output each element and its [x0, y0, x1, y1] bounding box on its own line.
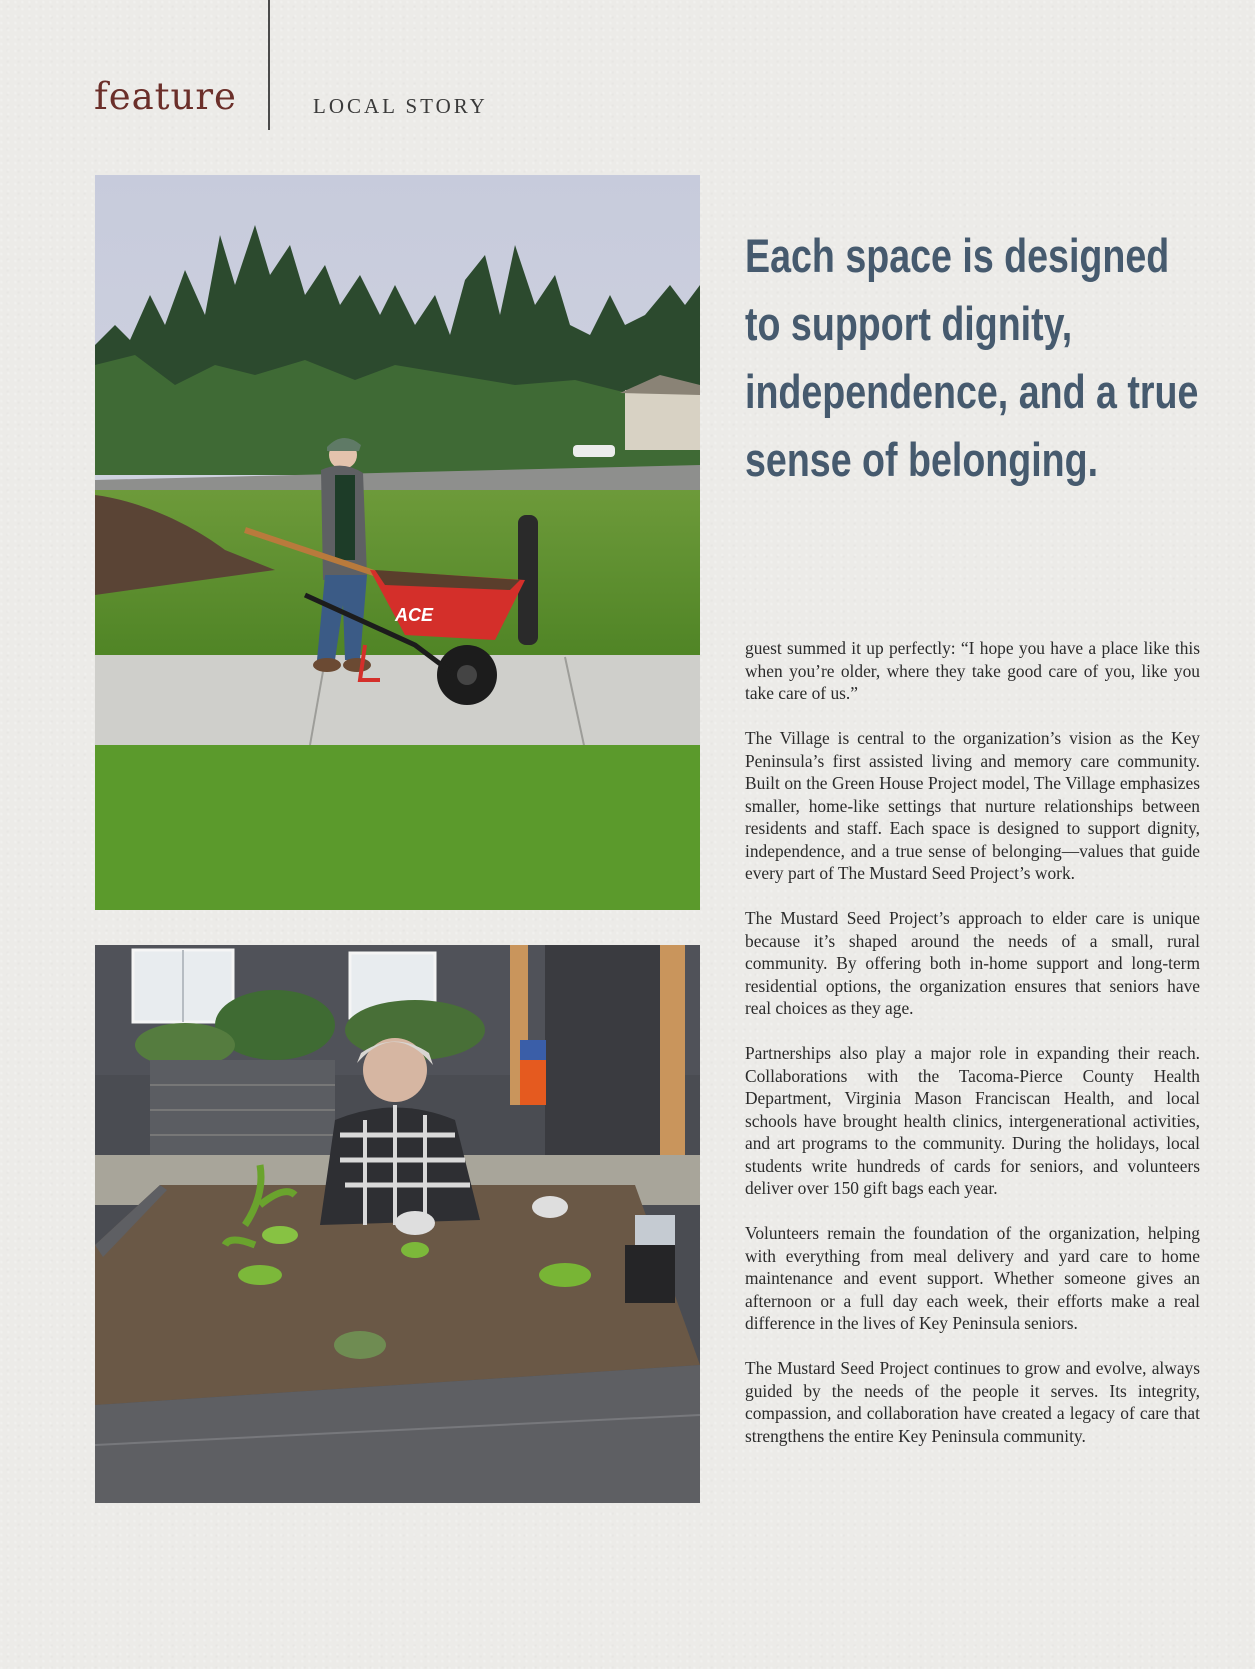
photo-wheelbarrow-illustration [95, 175, 700, 910]
photo-gardening [95, 945, 700, 1503]
photo-gardening-illustration [95, 945, 700, 1503]
article-paragraph: The Mustard Seed Project continues to grow and evolve, always guided by the needs of the people it serves. Its integrity, compassion, and collaboration have created a legacy of care that strengthens the entire Key Peninsula community. [745, 1358, 1200, 1446]
pull-quote-line: to support dignity, [745, 297, 1073, 350]
article-body [745, 637, 1200, 1470]
pull-quote-line: independence, and a true [745, 365, 1199, 418]
article-paragraph: The Village is central to the organization’s vision as the Key Peninsula’s first assisted living and memory care community. Built on the Green House Project model, The Village emphasizes smaller, home-like settings that nurture relationships between residents and staff. Each space is designed to support dignity, independence, and a true sense of belonging—values that guide every part of The Mustard Seed Project’s work. [745, 728, 1200, 883]
article-paragraph: guest summed it up perfectly: “I hope you have a place like this when you’re older, where they take good care of you, like you take care of us.” [745, 638, 1200, 703]
section-label: feature [94, 75, 237, 118]
article-paragraph: Volunteers remain the foundation of the organization, helping with everything from meal delivery and yard care to home maintenance and event support. Whether someone gives an afternoon or a full day each week, their efforts make a real difference in the lives of Key Peninsula seniors. [745, 1223, 1200, 1333]
wheelbarrow-brand-text: ACE [395, 605, 434, 625]
pull-quote [745, 222, 1217, 494]
pull-quote-line: Each space is designed [745, 229, 1170, 282]
header-divider [268, 0, 270, 130]
article-paragraph: Partnerships also play a major role in expanding their reach. Collaborations with the Tacoma-Pierce County Health Department, Virginia Mason Franciscan Health, and local schools have brought health clinics, intergenerational activities, and art programs to the community. During the holidays, local students write hundreds of cards for seniors, and volunteers deliver over 150 gift bags each year. [745, 1043, 1200, 1198]
pull-quote-line: sense of belonging. [745, 433, 1099, 486]
photo-wheelbarrow [95, 175, 700, 910]
article-paragraph: The Mustard Seed Project’s approach to elder care is unique because it’s shaped around the needs of a small, rural community. By offering both in-home support and long-term residential options, the organization ensures that seniors have real choices as they age. [745, 908, 1200, 1018]
category-label: LOCAL STORY [313, 94, 488, 118]
page-header [0, 0, 1255, 140]
